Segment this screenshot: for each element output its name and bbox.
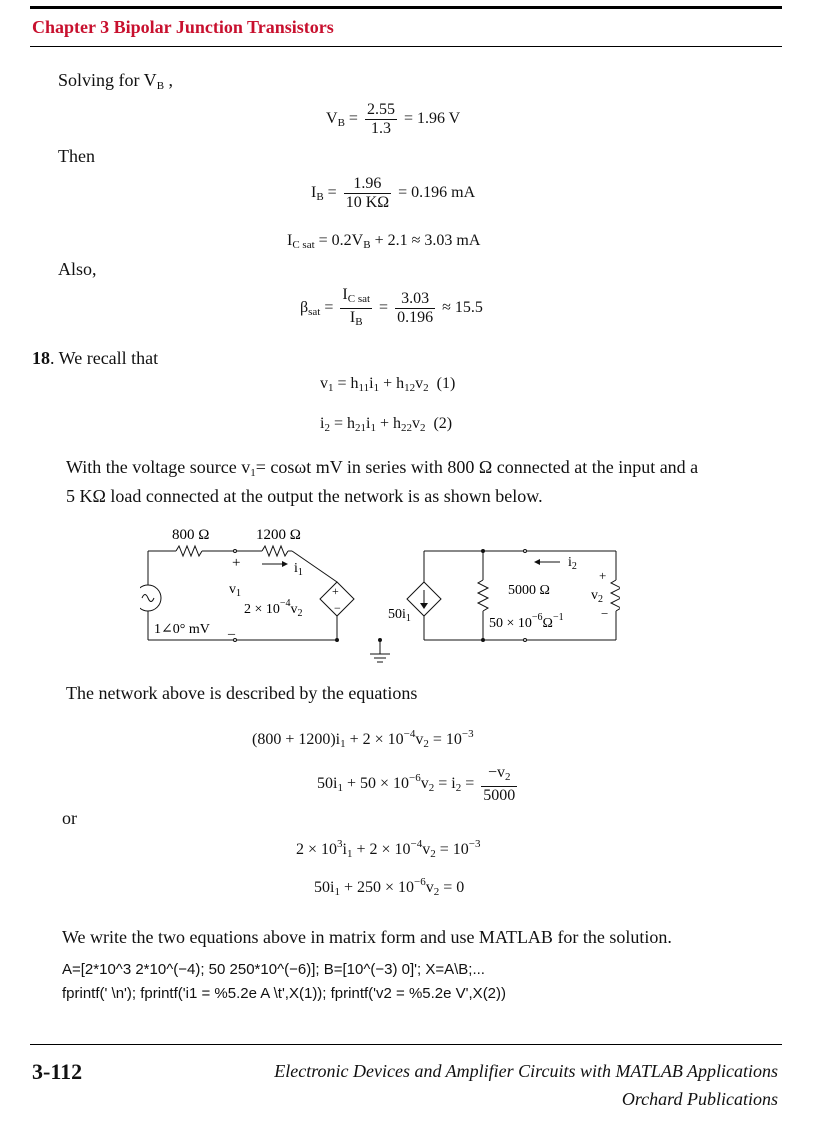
problem-18-intro: 18. We recall that bbox=[32, 348, 159, 368]
label-output-minus: − bbox=[601, 606, 609, 621]
equation-2: $i_2 = h_{21}i_1 + h_{22}v_2$ (2) bbox=[320, 415, 453, 434]
label-v1: $v_1$ bbox=[229, 582, 241, 599]
equation-beta-sat: $\beta_{sat}$ = $\frac{I_{C sat}}{I_B}$ = $\frac{3.03}{0.196}$ ≈ 15.5 bbox=[300, 286, 483, 328]
publisher: Orchard Publications bbox=[621, 1089, 778, 1109]
label-input-minus: _ bbox=[228, 622, 235, 637]
paragraph-voltage-source: With the voltage source $v_1= \cos\omega t$ mV in series with 800 Ω connected at the input and a bbox=[66, 457, 699, 479]
label-v2: $v_2$ bbox=[591, 588, 603, 605]
page-number: 3-112 bbox=[32, 1059, 83, 1084]
svg-text:+: + bbox=[332, 584, 339, 598]
equation-3: $(800 + 1200)i_1 + 2 \times 10^{-4}v_2 = 10^{-3}$ bbox=[252, 728, 474, 750]
also-text: Also, bbox=[58, 259, 97, 279]
label-output-plus: + bbox=[599, 568, 607, 583]
equation-vb: $V_B$ = $\frac{2.55}{1.3}$ = 1.96 V bbox=[326, 101, 461, 137]
label-source: 1∠0° mV bbox=[154, 622, 210, 637]
solving-for-text: Solving for $V_B$ , bbox=[58, 70, 174, 92]
equation-icsat: $I_{C sat} = 0.2V_B + 2.1 \approx 3.03$ mA bbox=[287, 232, 481, 251]
label-5000-ohm: 5000 Ω bbox=[508, 583, 550, 598]
equation-ib: $I_B$ = $\frac{1.96}{10 K\Omega}$ = 0.196 mA bbox=[311, 175, 476, 211]
footer-rule bbox=[30, 1044, 782, 1045]
matrix-sentence: We write the two equations above in matrix form and use MATLAB for the solution. bbox=[62, 927, 672, 947]
paragraph-load: 5 KΩ load connected at the output the network is as shown below. bbox=[66, 486, 543, 506]
network-description: The network above is described by the equations bbox=[66, 683, 418, 703]
matlab-code-line-2: fprintf(' \n'); fprintf('i1 = %5.2e A \t',X(1)); fprintf('v2 = %5.2e V',X(2)) bbox=[62, 985, 507, 1002]
chapter-title: Chapter 3 Bipolar Junction Transistors bbox=[32, 17, 334, 37]
label-input-plus: + bbox=[232, 555, 241, 571]
book-title: Electronic Devices and Amplifier Circuits with MATLAB Applications bbox=[274, 1061, 778, 1081]
equation-1: $v_1 = h_{11}i_1 + h_{12}v_2$ (1) bbox=[320, 375, 456, 394]
label-dep-voltage: $2 \times 10^{-4}v_2$ bbox=[244, 598, 303, 619]
label-1200-ohm: 1200 Ω bbox=[256, 527, 301, 543]
equation-4: $50i_1 + 50 \times 10^{-6}v_2 = i_2$ = $\frac{-v_2}{5000}$ bbox=[317, 764, 516, 804]
label-conductance: $50 \times 10^{-6}\Omega^{-1}$ bbox=[489, 612, 564, 631]
circuit-diagram bbox=[140, 520, 620, 670]
equation-5: $2 \times 10^3i_1 + 2 \times 10^{-4}v_2 = 10^{-3}$ bbox=[296, 838, 481, 860]
label-800-ohm: 800 Ω bbox=[172, 527, 210, 543]
then-text: Then bbox=[58, 146, 95, 166]
label-dep-current: $50i_1$ bbox=[388, 607, 411, 624]
matlab-code-line-1: A=[2*10^3 2*10^(−4); 50 250*10^(−6)]; B=[10^(−3) 0]'; X=A\B;... bbox=[62, 961, 485, 978]
equation-6: $50i_1 + 250 \times 10^{-6}v_2 = 0$ bbox=[314, 876, 465, 898]
label-i1: $i_1$ bbox=[294, 561, 303, 578]
header-rule-bottom bbox=[30, 46, 782, 47]
header-rule-top bbox=[30, 6, 782, 9]
svg-text:−: − bbox=[334, 601, 341, 615]
label-i2: $i_2$ bbox=[568, 555, 577, 572]
or-text: or bbox=[62, 808, 77, 828]
